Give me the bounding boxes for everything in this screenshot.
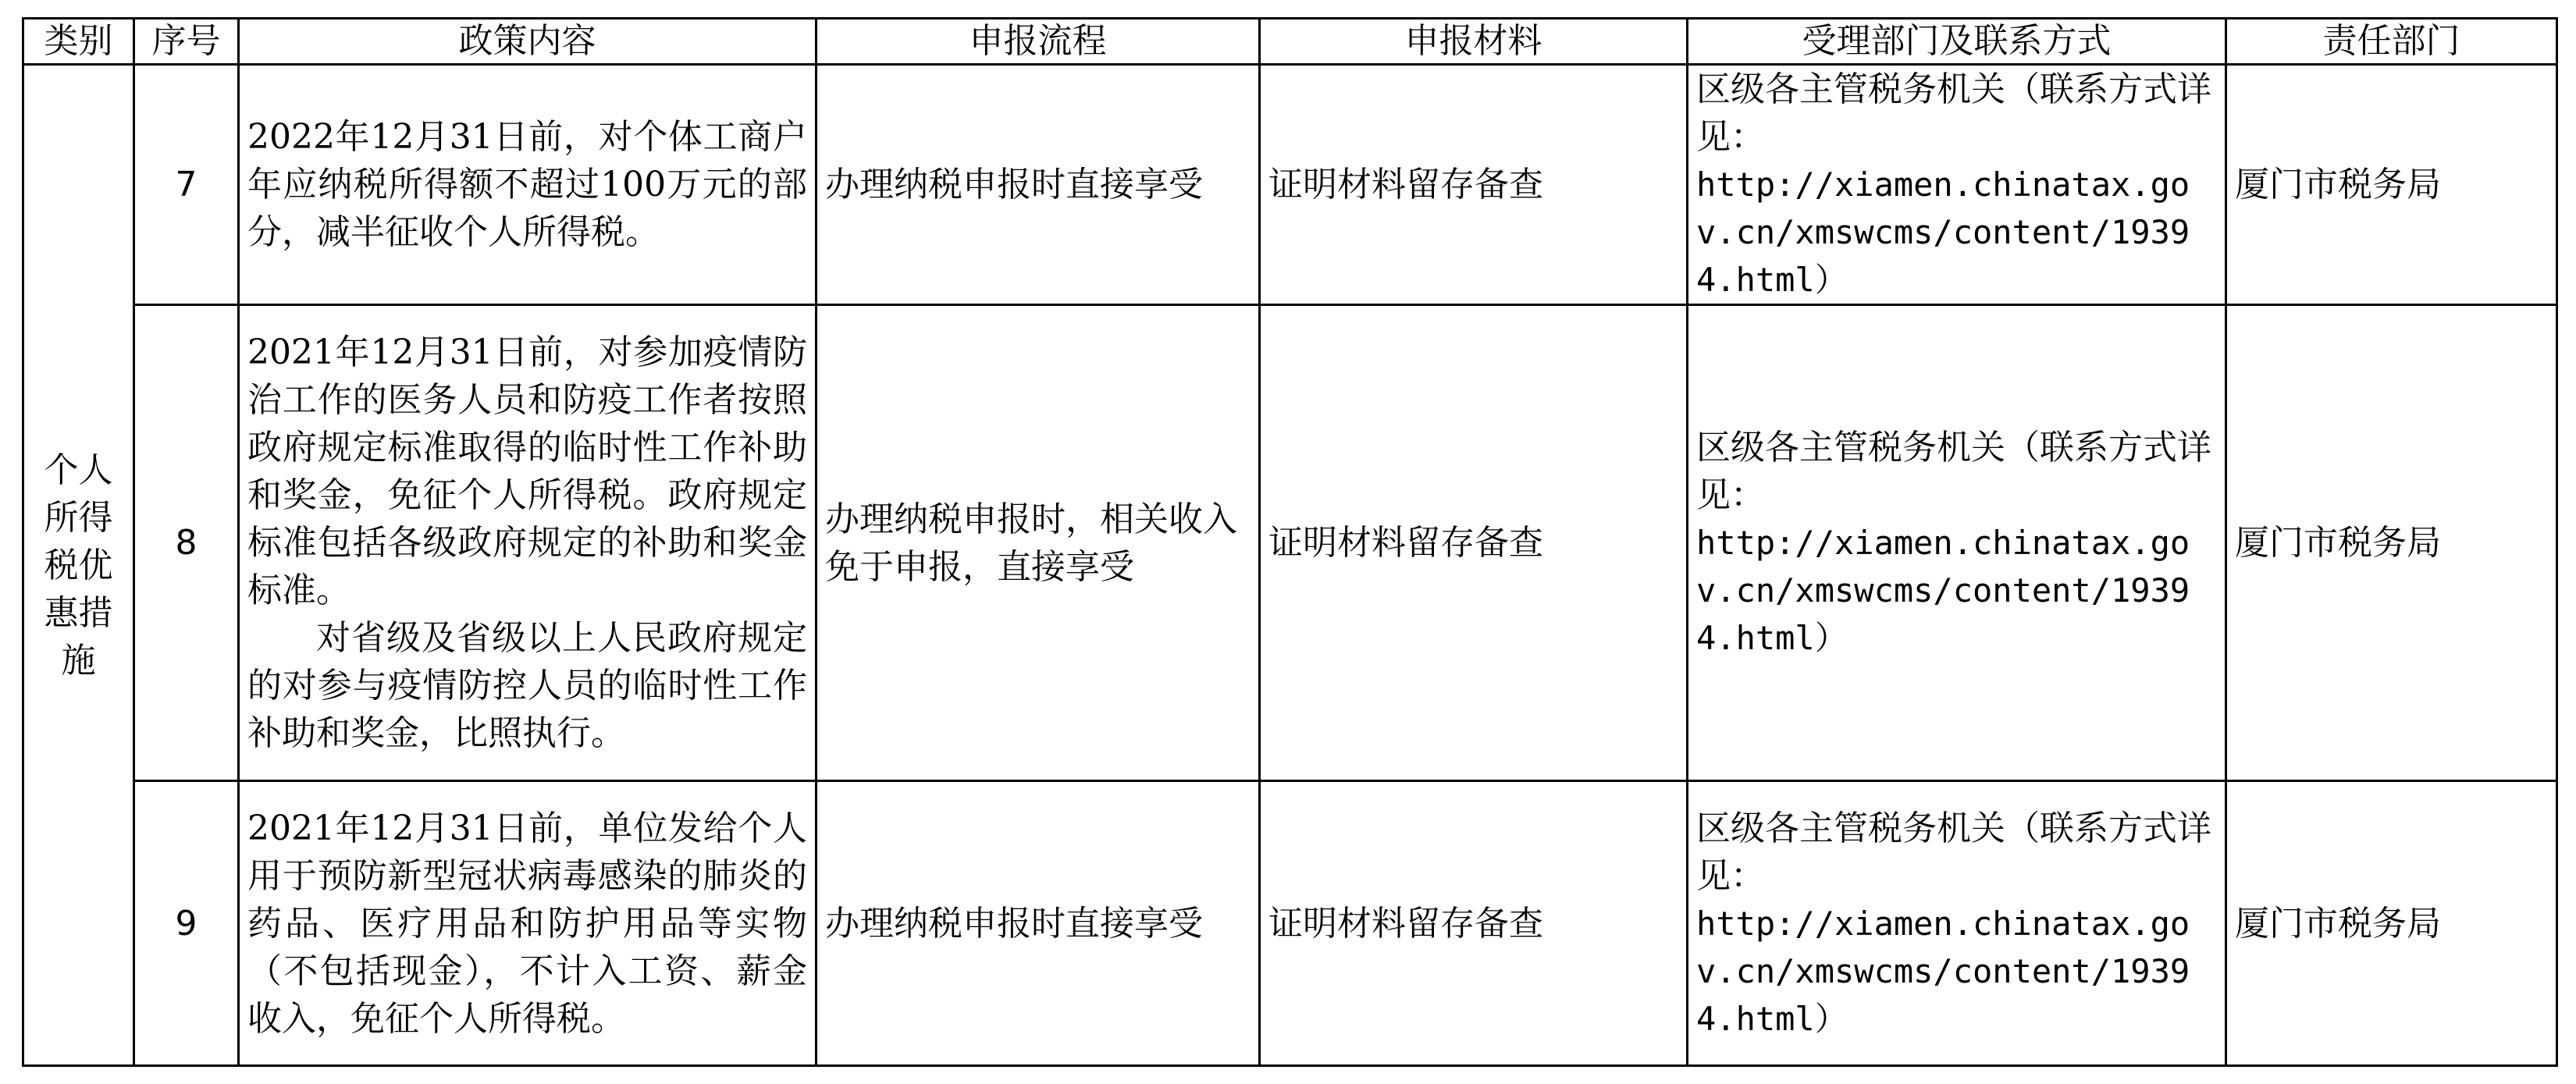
seq-cell: 8 (134, 305, 239, 781)
seq-cell: 7 (134, 65, 239, 305)
header-resp: 责任部门 (2226, 19, 2557, 65)
resp-cell: 厦门市税务局 (2226, 781, 2557, 1066)
dept-cell (1688, 65, 2226, 305)
dept-url: http://xiamen.chinatax.gov.cn/xmswcms/content/19394.html） (1696, 524, 2190, 657)
material-cell: 证明材料留存备查 (1260, 781, 1688, 1066)
resp-cell: 厦门市税务局 (2226, 65, 2557, 305)
header-dept: 受理部门及联系方式 (1688, 19, 2226, 65)
header-row (23, 19, 2557, 65)
flow-cell: 办理纳税申报时直接享受 (817, 781, 1260, 1066)
content-paragraph: 2022年12月31日前，对个体工商户年应纳税所得额不超过100万元的部分，减半征收个人所得税。 (247, 117, 807, 252)
material-cell: 证明材料留存备查 (1260, 305, 1688, 781)
table-row (23, 781, 2557, 1066)
dept-url: http://xiamen.chinatax.gov.cn/xmswcms/content/19394.html） (1696, 904, 2190, 1038)
content-cell (239, 305, 817, 781)
dept-text: 区级各主管税务机关（联系方式详见： (1696, 69, 2211, 157)
category-text: 惠措 (44, 592, 113, 633)
flow-cell: 办理纳税申报时直接享受 (817, 65, 1260, 305)
category-text: 所得 (44, 497, 113, 538)
policy-table (22, 17, 2558, 1067)
header-category: 类别 (23, 19, 134, 65)
category-text: 税优 (44, 545, 113, 585)
material-cell: 证明材料留存备查 (1260, 65, 1688, 305)
dept-cell (1688, 305, 2226, 781)
header-flow: 申报流程 (817, 19, 1260, 65)
header-seq: 序号 (134, 19, 239, 65)
resp-cell: 厦门市税务局 (2226, 305, 2557, 781)
content-paragraph: 2021年12月31日前，对参加疫情防治工作的医务人员和防疫工作者按照政府规定标准取得的临时性工作补助和奖金，免征个人所得税。政府规定标准包括各级政府规定的补助和奖金标准。 (247, 332, 807, 610)
content-paragraph: 2021年12月31日前，单位发给个人用于预防新型冠状病毒感染的肺炎的药品、医疗用品和防护用品等实物（不包括现金），不计入工资、薪金收入，免征个人所得税。 (247, 808, 807, 1039)
content-cell (239, 781, 817, 1066)
category-text: 施 (61, 640, 96, 681)
category-text: 个人 (44, 450, 113, 490)
category-cell (23, 65, 134, 1066)
content-cell (239, 65, 817, 305)
header-content: 政策内容 (239, 19, 817, 65)
dept-url: http://xiamen.chinatax.gov.cn/xmswcms/content/19394.html） (1696, 165, 2190, 299)
dept-text: 区级各主管税务机关（联系方式详见： (1696, 428, 2211, 515)
flow-cell: 办理纳税申报时，相关收入免于申报，直接享受 (817, 305, 1260, 781)
header-material: 申报材料 (1260, 19, 1688, 65)
table-row (23, 65, 2557, 305)
dept-cell (1688, 781, 2226, 1066)
seq-cell: 9 (134, 781, 239, 1066)
dept-text: 区级各主管税务机关（联系方式详见： (1696, 808, 2211, 896)
content-paragraph: 对省级及省级以上人民政府规定的对参与疫情防控人员的临时性工作补助和奖金，比照执行。 (247, 618, 807, 753)
table-row (23, 305, 2557, 781)
